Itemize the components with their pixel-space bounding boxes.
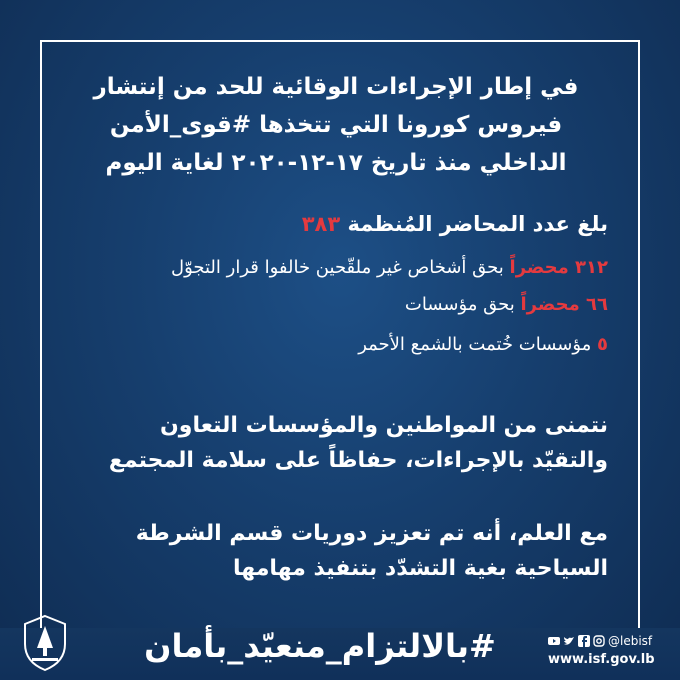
intro-line: في إطار الإجراءات الوقائية للحد من إنتشار [93, 74, 579, 100]
wish-line: نتمنى من المواطنين والمؤسسات التعاون [160, 413, 608, 438]
total-reports-label: بلغ عدد المحاضر المُنظمة [347, 212, 608, 236]
campaign-hashtag: #بالالتزام_منعيّد_بأمان [144, 627, 496, 665]
stat-text: بحق مؤسسات [404, 294, 521, 315]
note-paragraph [136, 516, 608, 586]
total-reports-number: ٣٨٣ [301, 212, 341, 236]
wish-line: والتقيّد بالإجراءات، حفاظاً على سلامة المجتمع [108, 448, 608, 473]
note-line: السياحية بغية التشدّد بتنفيذ مهامها [233, 556, 608, 581]
stat-count: ٥ [597, 334, 608, 355]
intro-line: فيروس كورونا التي تتخذها #قوى_الأمن [109, 112, 563, 138]
stat-count: ٦٦ محضراً [520, 294, 608, 315]
twitter-icon[interactable] [563, 635, 575, 647]
instagram-icon[interactable] [593, 635, 605, 647]
website-link[interactable]: www.isf.gov.lb [548, 652, 655, 667]
note-line: مع العلم، أنه تم تعزيز دوريات قسم الشرطة [135, 521, 608, 546]
social-bar [548, 634, 652, 648]
youtube-icon[interactable] [548, 635, 560, 647]
facebook-icon[interactable] [578, 635, 590, 647]
social-handle[interactable]: @lebisf [608, 634, 653, 648]
intro-line: الداخلي منذ تاريخ ١٧-١٢-٢٠٢٠ لغاية اليوم [105, 150, 567, 176]
isf-logo [22, 614, 68, 672]
stat-line [171, 257, 608, 278]
stat-text: مؤسسات خُتمت بالشمع الأحمر [358, 334, 597, 355]
stat-text: بحق أشخاص غير ملقّحين خالفوا قرار التجوّل [171, 257, 510, 278]
intro-paragraph [76, 68, 596, 182]
total-reports [302, 212, 608, 236]
wish-paragraph [109, 408, 608, 478]
stat-count: ٣١٢ محضراً [509, 257, 608, 278]
stat-line [405, 294, 608, 315]
stat-line [358, 334, 608, 355]
